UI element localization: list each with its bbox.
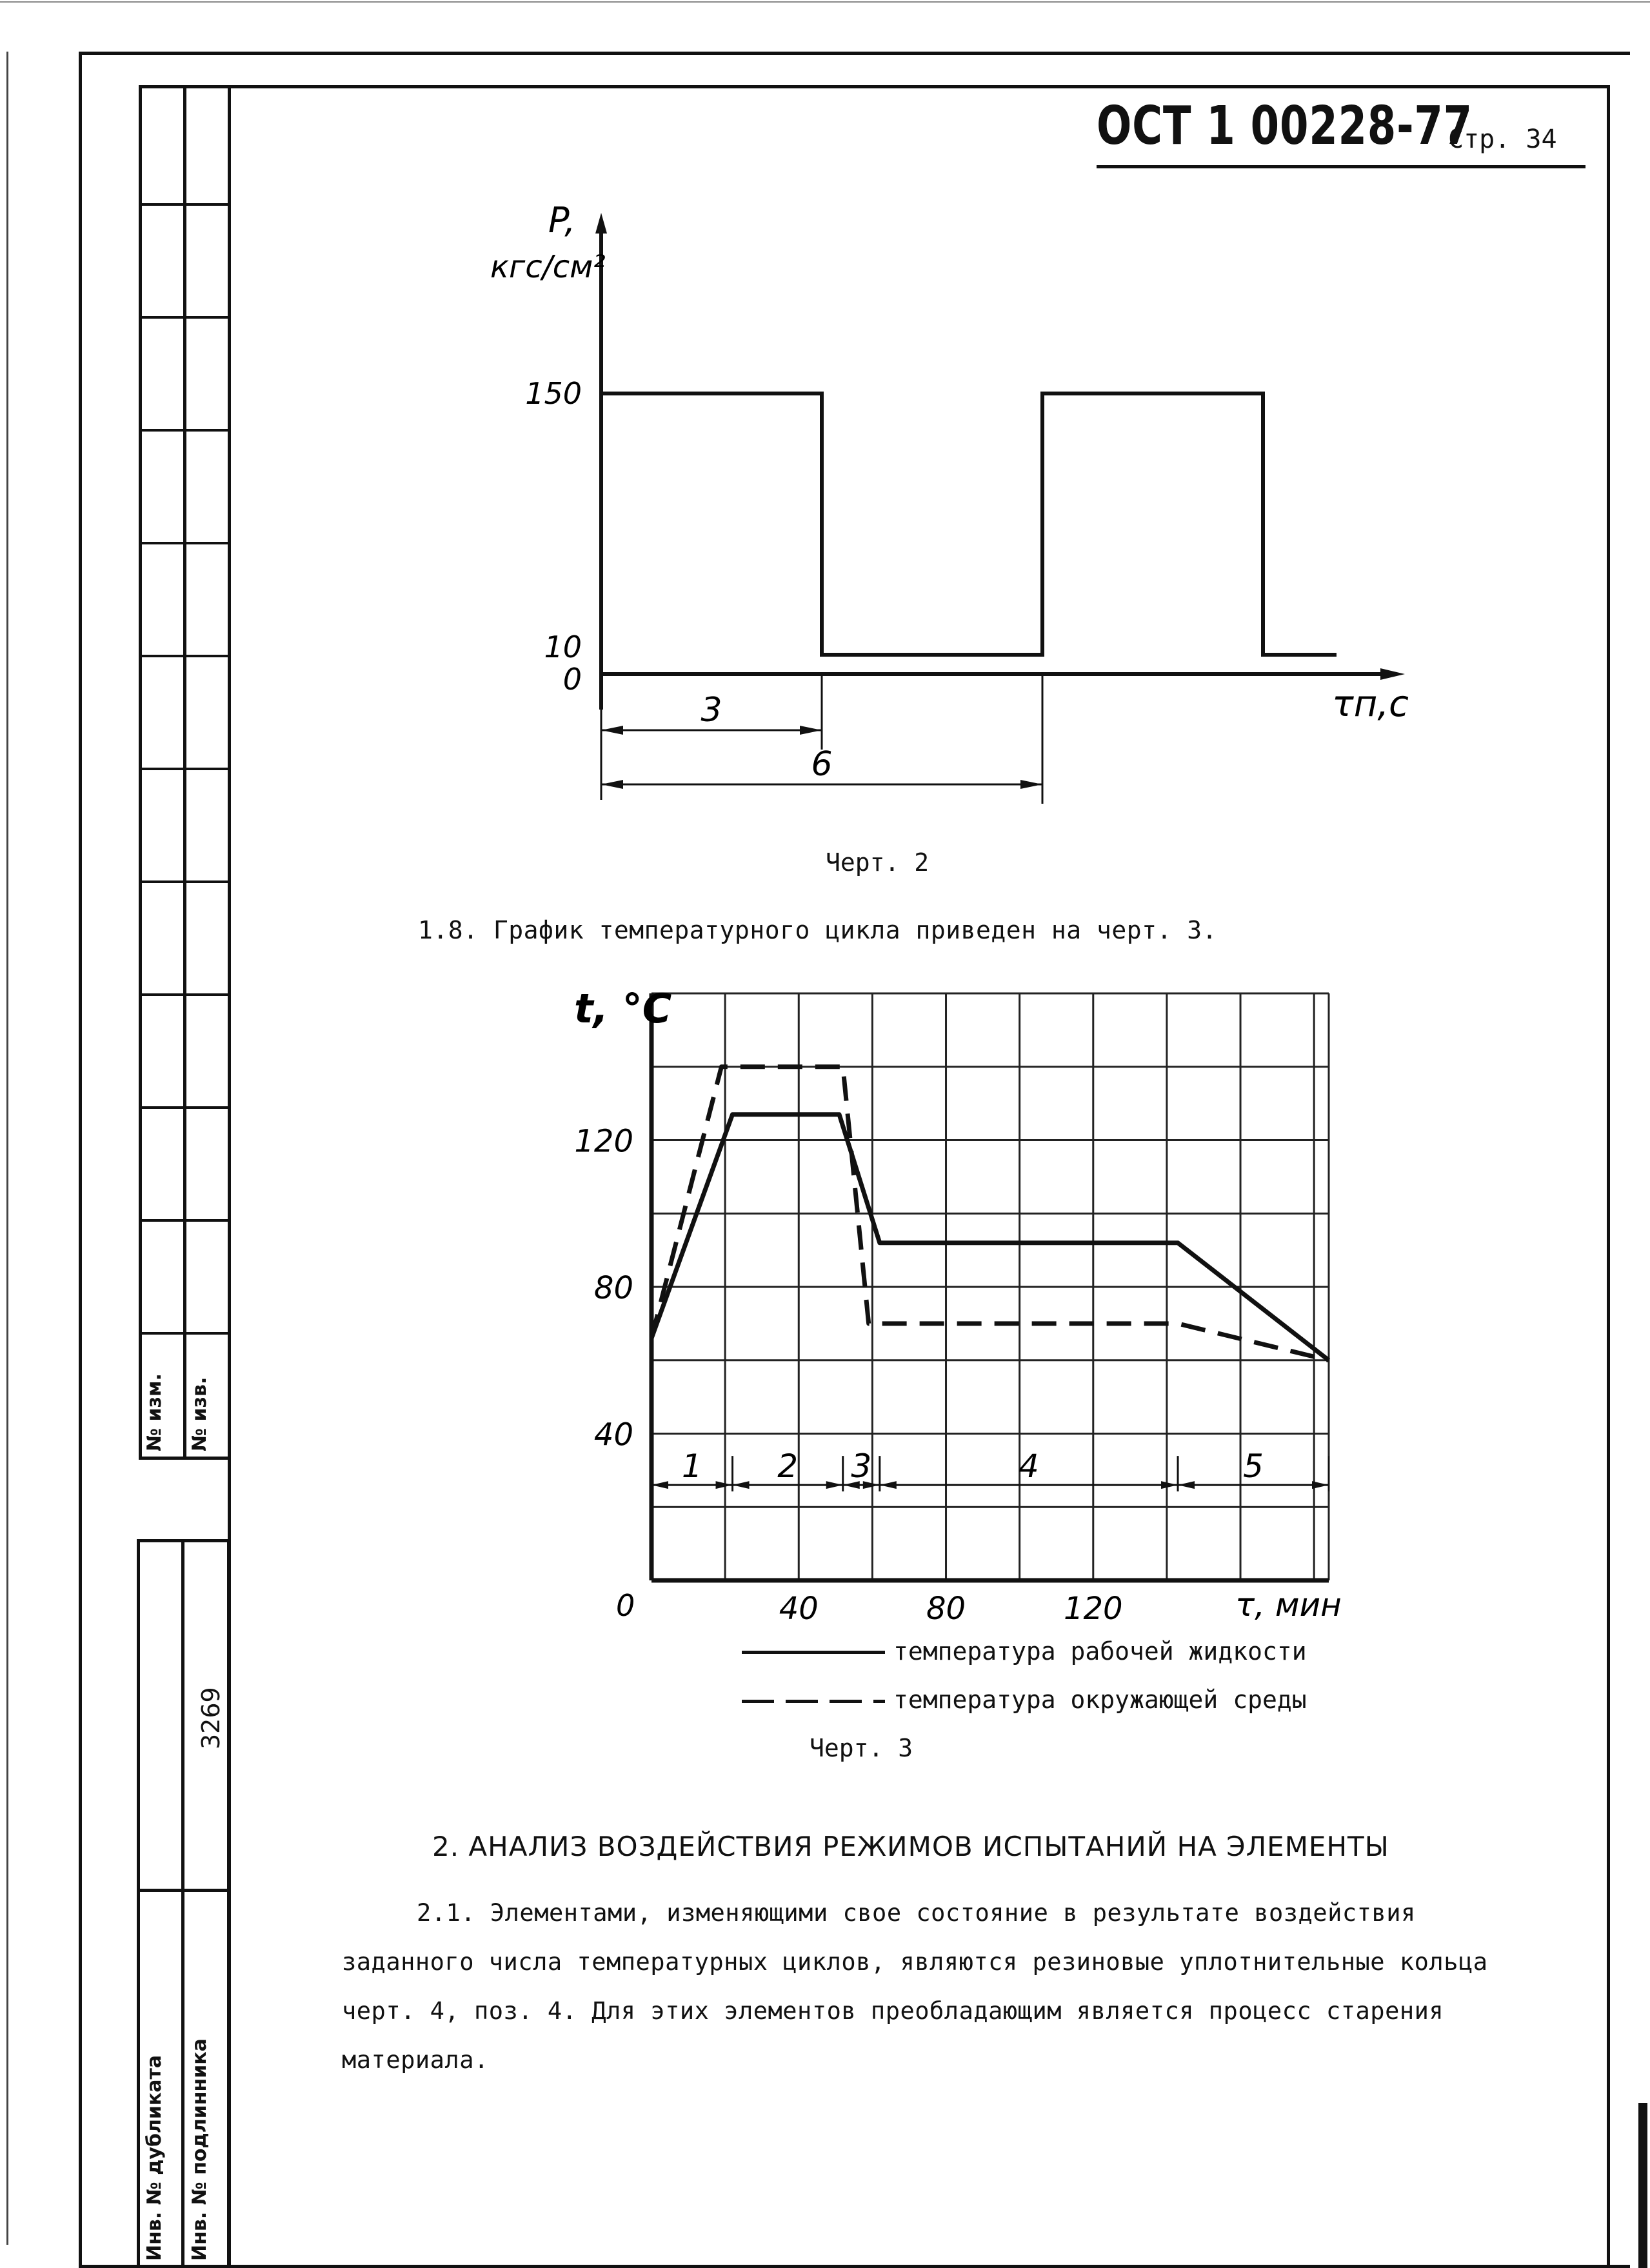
document-code: ОСТ 1 00228-77 — [1097, 95, 1473, 157]
pressure-chart-xlabel: τп,с — [1332, 683, 1409, 725]
temp-zone-label: 3 — [851, 1447, 872, 1486]
right-edge-thick — [1638, 2103, 1647, 2268]
section2-heading: 2. АНАЛИЗ ВОЗДЕЙСТВИЯ РЕЖИМОВ ИСПЫТАНИЙ НА ЭЛЕМЕНТЫ — [432, 1831, 1389, 1862]
temp-zone-arrow — [1161, 1481, 1178, 1489]
legend-solid-label: температура рабочей жидкости — [893, 1637, 1307, 1666]
figure3-caption: Черт. 3 — [810, 1734, 913, 1762]
temperature-chart — [555, 964, 1393, 1726]
stamp-dublikat-label: Инв. № дубликата — [143, 2054, 166, 2261]
temp-zone-label: 5 — [1243, 1447, 1264, 1486]
pressure-dim-label: 6 — [811, 745, 833, 784]
legend-solid-line — [742, 1651, 885, 1654]
pressure-chart-plot — [525, 213, 1405, 804]
stamp-inv-number: 3269 — [197, 1687, 225, 1749]
scan-left-rule — [6, 52, 8, 2245]
pressure-series-line — [601, 393, 1337, 655]
pressure-dim-arrow — [1020, 780, 1042, 789]
pressure-chart-ylabel: P, — [548, 200, 576, 241]
temp-zone-arrow — [880, 1481, 897, 1489]
header-underline — [1097, 165, 1585, 168]
pressure-dim-label: 3 — [701, 691, 722, 730]
section2-line-3: черт. 4, поз. 4. Для этих элементов преобладающим является процесс старения — [342, 1997, 1444, 2025]
pressure-y-arrow — [595, 213, 607, 234]
stamp-cells — [139, 85, 230, 1459]
stamp-izv-label: № изв. — [188, 1377, 211, 1451]
temp-zone-arrow — [1312, 1481, 1329, 1489]
pressure-dim-arrow — [800, 726, 822, 735]
temp-zone-label: 4 — [1019, 1447, 1039, 1486]
temperature-chart-origin: 0 — [616, 1588, 635, 1623]
temp-y-tick: 40 — [593, 1417, 633, 1453]
temp-zone-label: 1 — [681, 1447, 702, 1486]
temperature-chart-ylabel: t, °C — [574, 985, 672, 1032]
scan-top-rule — [0, 1, 1650, 3]
pressure-y-tick: 150 — [525, 376, 582, 411]
temp-y-tick: 80 — [593, 1270, 633, 1306]
temp-zone-label: 2 — [777, 1447, 799, 1486]
pressure-dim-arrow — [601, 726, 623, 735]
paragraph-1-8: 1.8. График температурного цикла приведен на черт. 3. — [418, 916, 1218, 944]
stamp-lower-hline — [137, 1889, 230, 1892]
figure2-caption: Черт. 2 — [826, 848, 929, 877]
section2-line-4: материала. — [342, 2046, 489, 2074]
temp-x-tick: 40 — [779, 1591, 819, 1627]
temp-series-fluid — [651, 1115, 1329, 1360]
temp-x-tick: 80 — [926, 1591, 966, 1627]
pressure-x-arrow — [1380, 668, 1405, 680]
temp-zone-arrow — [716, 1481, 733, 1489]
pressure-chart — [452, 200, 1458, 819]
temp-zone-arrow — [1178, 1481, 1195, 1489]
pressure-chart-yunit: кгс/см² — [490, 249, 606, 285]
section2-line-2: заданного числа температурных циклов, являются резиновые уплотнительные кольца — [342, 1948, 1488, 1976]
stamp-podlinnik-label: Инв. № подлинника — [188, 2038, 211, 2261]
pressure-y-tick: 10 — [544, 630, 582, 664]
temp-zone-arrow — [733, 1481, 750, 1489]
pressure-dim-arrow — [601, 780, 623, 789]
temp-y-tick: 120 — [574, 1123, 633, 1160]
temp-zone-arrow — [826, 1481, 843, 1489]
stamp-lower-divider — [181, 1539, 184, 2268]
stamp-izm-label: № изм. — [143, 1373, 166, 1451]
temperature-chart-plot — [574, 993, 1329, 1627]
section2-line-1: 2.1. Элементами, изменяющими свое состояние в результате воздействия — [417, 1899, 1416, 1927]
page-number: Стр. 34 — [1448, 124, 1557, 154]
temp-x-tick: 120 — [1063, 1591, 1123, 1627]
temperature-chart-xlabel: τ, мин — [1235, 1586, 1342, 1624]
temp-zone-arrow — [651, 1481, 668, 1489]
legend-dashed-line — [742, 1700, 885, 1703]
pressure-y-tick: 0 — [562, 662, 582, 697]
legend-dashed-label: температура окружающей среды — [893, 1686, 1307, 1714]
